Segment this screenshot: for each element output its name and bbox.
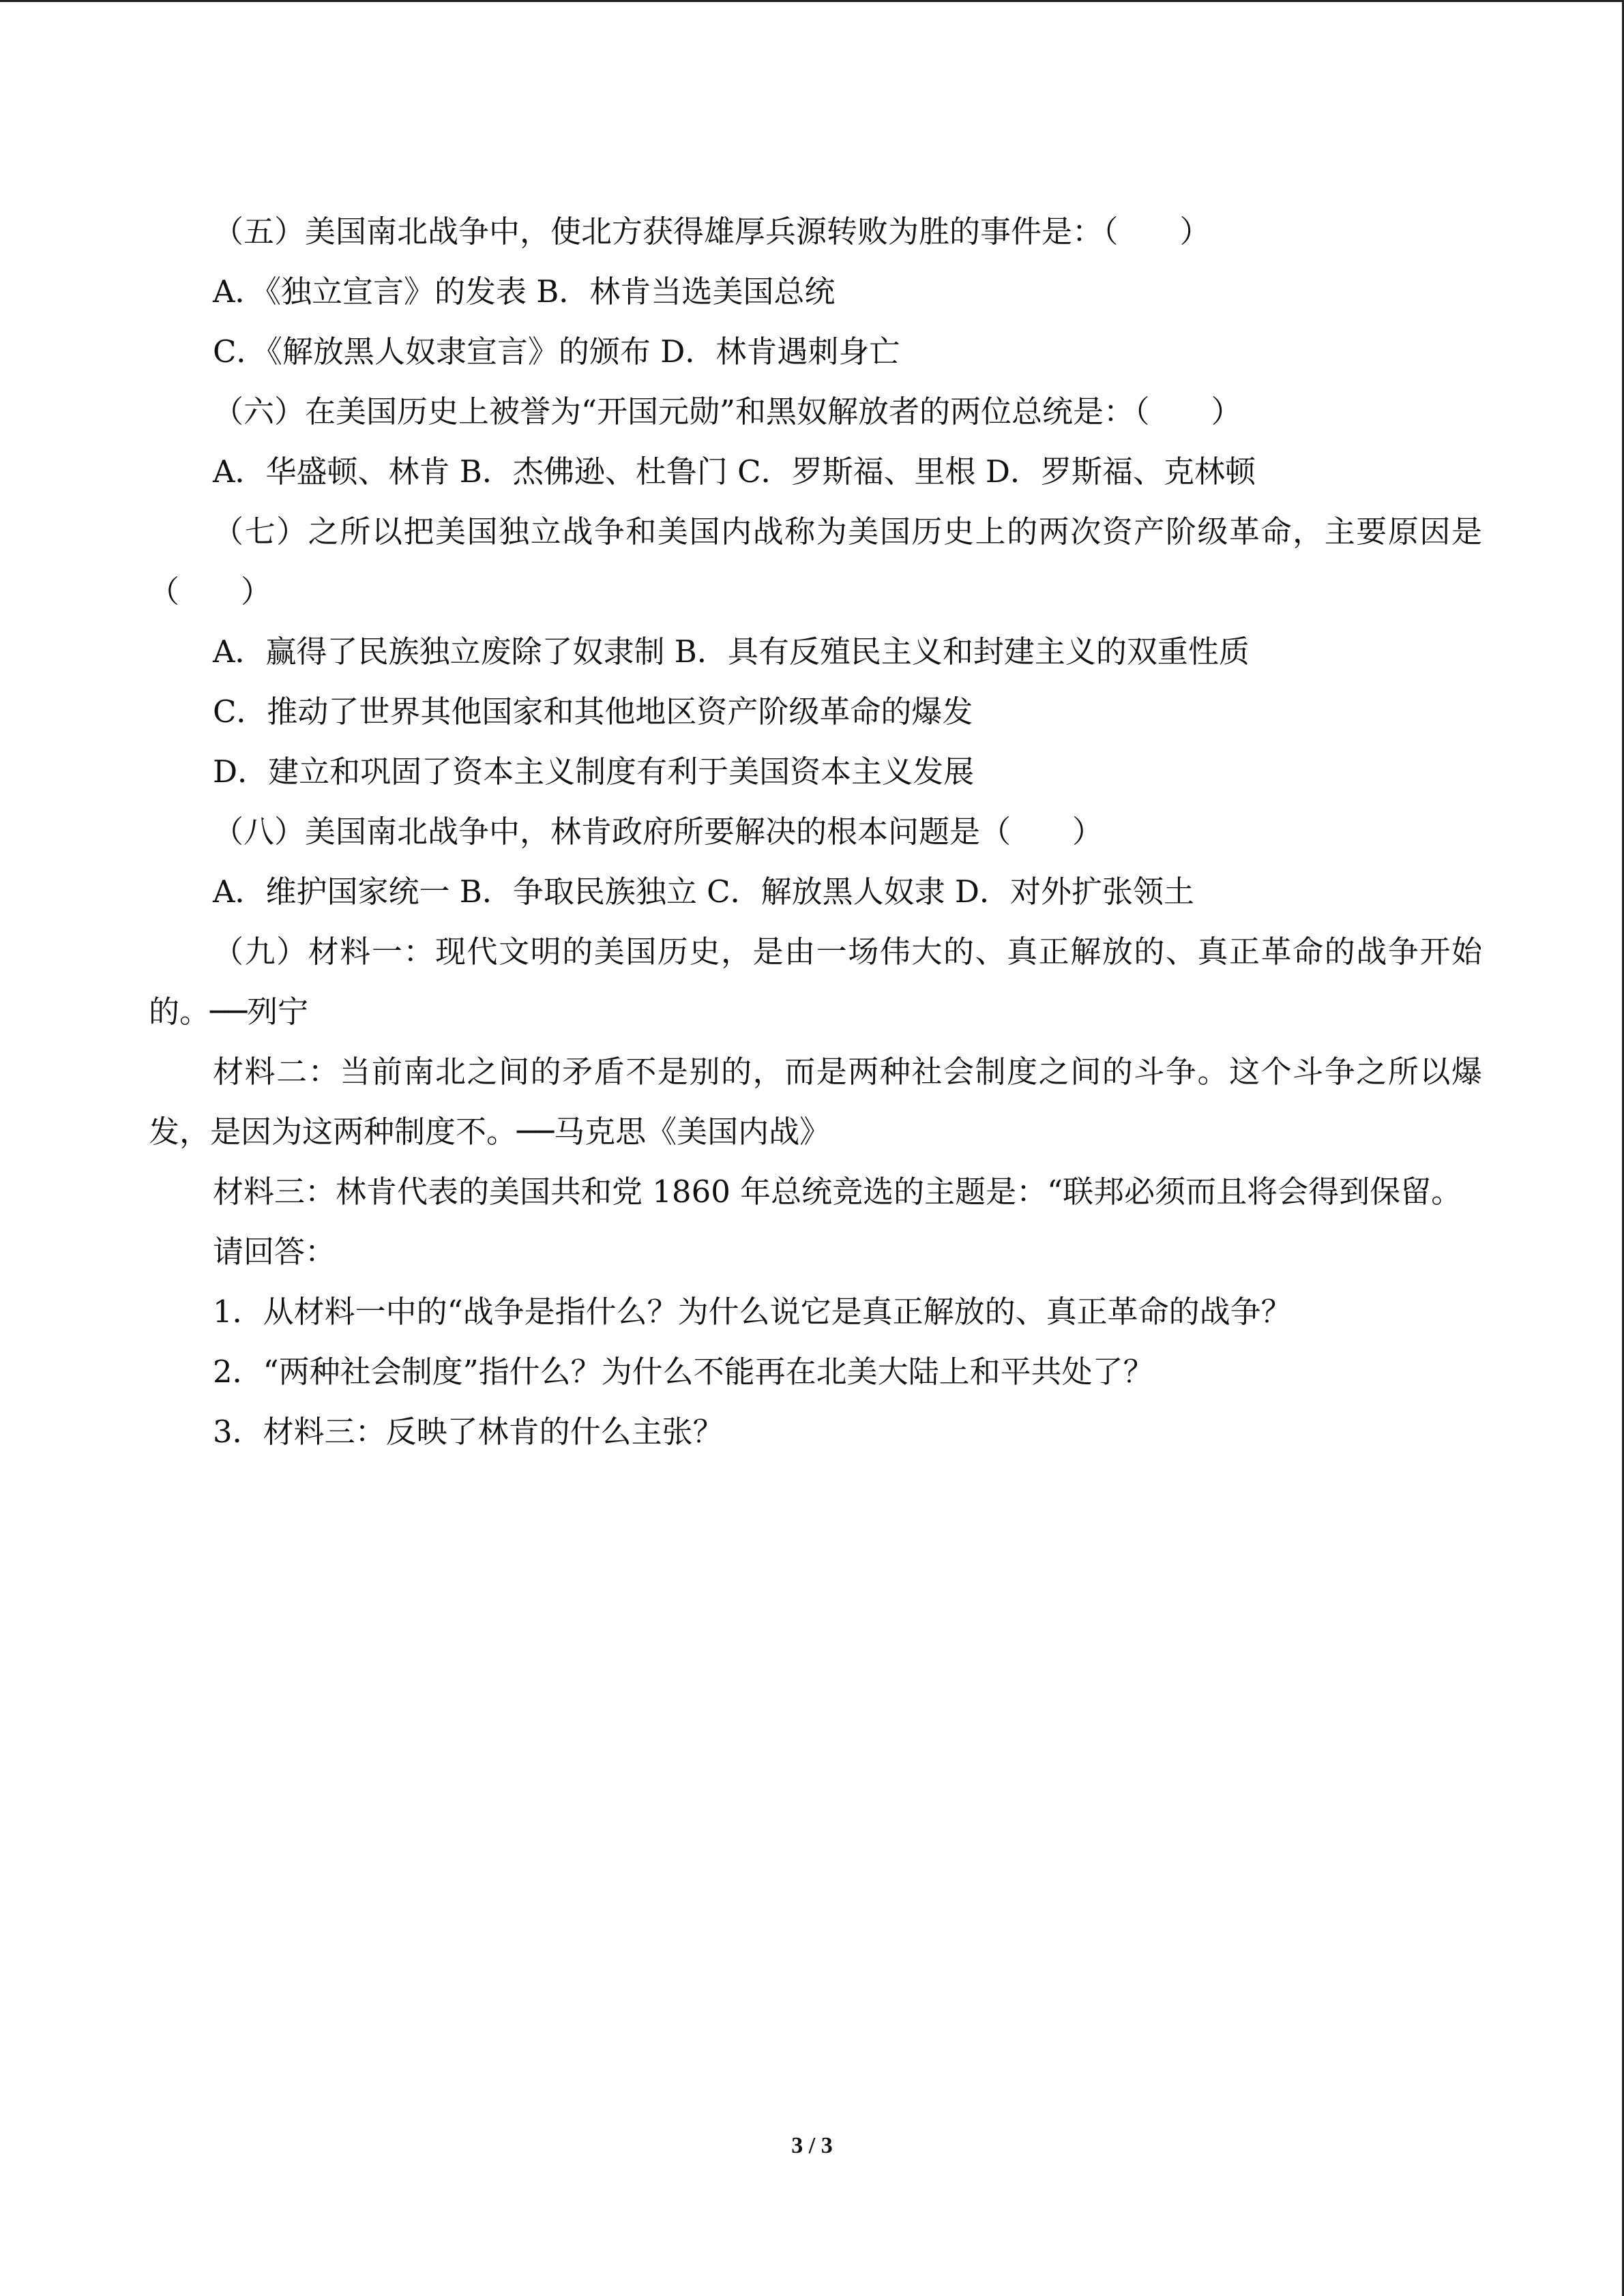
question-8-stem: （八）美国南北战争中，林肯政府所要解决的根本问题是（ ） (213, 814, 1104, 850)
question-7-option-d: D．建立和巩固了资本主义制度有利于美国资本主义发展 (213, 754, 975, 790)
page-number: 3 / 3 (791, 2133, 833, 2158)
question-9-sub-3: 3．材料三：反映了林肯的什么主张？ (213, 1414, 724, 1450)
document-body (149, 202, 1482, 1462)
question-5-stem: （五）美国南北战争中，使北方获得雄厚兵源转败为胜的事件是：（ ） (213, 213, 1211, 250)
question-9-sub-2: 2．“两种社会制度”指什么？为什么不能再在北美大陆上和平共处了？ (213, 1354, 1154, 1390)
question-9-material-2: 材料二：当前南北之间的矛盾不是别的，而是两种社会制度之间的斗争。这个斗争之所以爆发，是因为这两种制度不。──马克思《美国内战》 (149, 1054, 1482, 1150)
question-8-options: A．维护国家统一 B．争取民族独立 C．解放黑人奴隶 D．对外扩张领土 (213, 874, 1194, 910)
question-5-options-ab: A．《独立宣言》的发表 B．林肯当选美国总统 (213, 273, 836, 310)
question-9-material-3: 材料三：林肯代表的美国共和党 1860 年总统竞选的主题是：“联邦必须而且将会得到保留。 (213, 1174, 1462, 1210)
question-9-sub-1: 1．从材料一中的“战争是指什么？为什么说它是真正解放的、真正革命的战争？ (213, 1294, 1292, 1330)
question-9-prompt: 请回答： (213, 1234, 336, 1270)
question-7-option-c: C．推动了世界其他国家和其他地区资产阶级革命的爆发 (213, 694, 973, 730)
question-6-options: A．华盛顿、林肯 B．杰佛逊、杜鲁门 C．罗斯福、里根 D．罗斯福、克林顿 (213, 453, 1256, 490)
question-7-stem: （七）之所以把美国独立战争和美国内战称为美国历史上的两次资产阶级革命，主要原因是（ ） (149, 513, 1482, 610)
question-7-options-ab: A．赢得了民族独立废除了奴隶制 B．具有反殖民主义和封建主义的双重性质 (213, 633, 1250, 670)
question-6-stem: （六）在美国历史上被誉为“开国元勋”和黑奴解放者的两位总统是：（ ） (213, 393, 1242, 430)
top-border-line (0, 0, 1624, 2)
question-5-options-cd: C．《解放黑人奴隶宣言》的颁布 D．林肯遇刺身亡 (213, 333, 900, 370)
question-9-material-1: （九）材料一：现代文明的美国历史，是由一场伟大的、真正解放的、真正革命的战争开始的。──列宁 (149, 934, 1482, 1030)
